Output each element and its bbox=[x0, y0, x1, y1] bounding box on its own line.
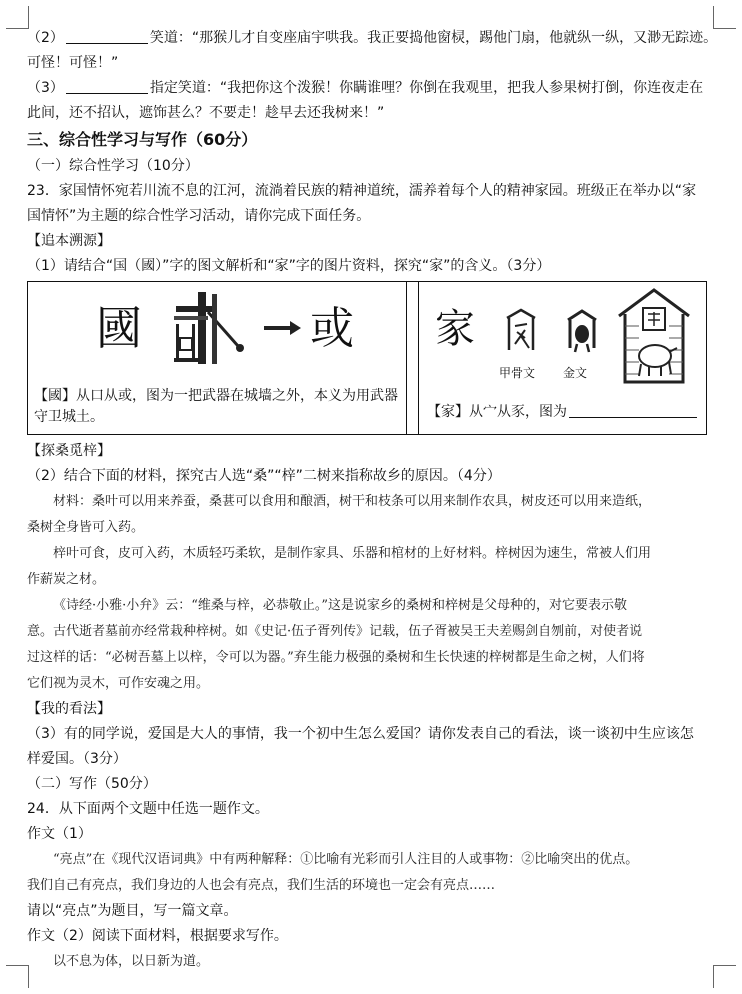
text-line: 样爱国。（3分） bbox=[27, 751, 127, 767]
subsection-heading: （二）写作（50分） bbox=[27, 776, 157, 792]
question-24: 24．从下面两个文题中任选一题作文。 bbox=[27, 801, 269, 817]
text-line: 国情怀”为主题的综合性学习活动，请你完成下面任务。 bbox=[27, 208, 371, 224]
material-paragraph: 意。古代逝者墓前亦经常栽种梓树。如《史记·伍子胥列传》记载，伍子胥被吴王夫差赐剑自刎前，对使者说 bbox=[27, 624, 643, 639]
section-heading: 三、综合性学习与写作（60分） bbox=[27, 130, 258, 149]
material-paragraph: 作薪炭之材。 bbox=[27, 572, 106, 587]
house-illustration bbox=[615, 286, 693, 386]
bronze-jia-icon bbox=[565, 308, 599, 354]
task-tag: 【我的看法】 bbox=[27, 701, 111, 717]
essay-option-1: 作文（1） bbox=[27, 826, 92, 842]
crop-mark-bottom-left bbox=[6, 965, 29, 988]
answer-blank[interactable] bbox=[66, 29, 148, 44]
material-paragraph: 过这样的话：“必树吾墓上以梓，令可以为器。”弃生能力极强的桑树和生长快速的梓树都是生命之树，人们将 bbox=[27, 650, 645, 665]
question-23: 23．家国情怀宛若川流不息的江河，流淌着民族的精神道统，濡养着每个人的精神家园。班级正在举办以“家 bbox=[27, 183, 697, 199]
bronze-label: 金文 bbox=[563, 366, 588, 380]
essay-prompt: 请以“亮点”为题目，写一篇文章。 bbox=[27, 903, 238, 919]
answer-blank[interactable] bbox=[66, 79, 148, 94]
jia-glyph: 家 bbox=[435, 306, 475, 352]
arrow-icon bbox=[264, 320, 302, 336]
guo-caption: 【國】从口从或，图为一把武器在城墙之外，本义为用武器 守卫城土。 bbox=[34, 388, 398, 425]
subsection-heading: （一）综合性学习（10分） bbox=[27, 158, 199, 174]
crop-mark-top-left bbox=[6, 6, 29, 29]
jia-panel bbox=[419, 282, 706, 434]
character-figure-box bbox=[27, 281, 707, 435]
task-tag: 【探桑觅梓】 bbox=[27, 443, 111, 459]
material-paragraph: 梓叶可食，皮可入药，木质轻巧柔软，是制作家具、乐器和棺材的上好材料。梓树因为速生，常被人们用 bbox=[53, 546, 652, 561]
text-line: 可怪！可怪！” bbox=[27, 55, 119, 71]
material-paragraph: 《诗经·小雅·小弁》云：“维桑与梓，必恭敬止。”这是说家乡的桑树和梓树是父母种的，对它要表示敬 bbox=[53, 598, 628, 613]
question-23-2: （2）结合下面的材料，探究古人选“桑”“梓”二树来指称故乡的原因。（4分） bbox=[27, 468, 501, 484]
material-paragraph: 桑树全身皆可入药。 bbox=[27, 520, 145, 535]
essay-material: 以不息为体，以日新为道。 bbox=[53, 954, 210, 969]
text-line: 此间，还不招认，遮饰甚么？不要走！趁早去还我树来！” bbox=[27, 105, 385, 121]
essay-material: “亮点”在《现代汉语词典》中有两种解释：①比喻有光彩而引人注目的人或事物：②比喻突出的优点。 bbox=[53, 852, 639, 867]
jia-caption: 【家】从宀从豕，图为 bbox=[427, 402, 699, 423]
question-23-1: （1）请结合“国（國）”字的图文解析和“家”字的图片资料，探究“家”的含义。（3分） bbox=[27, 258, 551, 274]
quote-line-3: （3） 指定笑道：“我把你这个泼猴！你瞒谁哩？你倒在我观里，把我人参果树打倒，你连夜走在 bbox=[27, 80, 704, 96]
oracle-label: 甲骨文 bbox=[499, 366, 536, 380]
answer-blank[interactable] bbox=[569, 403, 697, 418]
essay-material: 我们自己有亮点，我们身边的人也会有亮点，我们生活的环境也一定会有亮点…… bbox=[27, 878, 496, 893]
divider bbox=[406, 282, 407, 434]
huo-glyph: 或 bbox=[310, 303, 354, 354]
quote-line-2: （2） 笑道：“那猴儿才自变座庙宇哄我。我正要捣他窗棂，踢他门扇，他就纵一纵，又渺无踪迹。 bbox=[27, 30, 718, 46]
material-paragraph: 它们视为灵木，可作安魂之用。 bbox=[27, 676, 210, 691]
task-tag: 【追本溯源】 bbox=[27, 233, 111, 249]
weapon-wall-illustration bbox=[168, 288, 260, 366]
essay-option-2: 作文（2）阅读下面材料，根据要求写作。 bbox=[27, 928, 288, 944]
guo-panel bbox=[28, 282, 406, 434]
material-paragraph: 材料：桑叶可以用来养蚕，桑葚可以食用和酿酒，树干和枝条可以用来制作农具，树皮还可以用来造纸， bbox=[53, 494, 652, 509]
guo-glyph: 國 bbox=[96, 301, 142, 355]
page-content bbox=[27, 26, 721, 975]
oracle-bone-jia-icon bbox=[503, 308, 539, 354]
question-23-3: （3）有的同学说，爱国是大人的事情，我一个初中生怎么爱国？请你发表自己的看法，谈一谈初中生应该怎 bbox=[27, 726, 694, 742]
